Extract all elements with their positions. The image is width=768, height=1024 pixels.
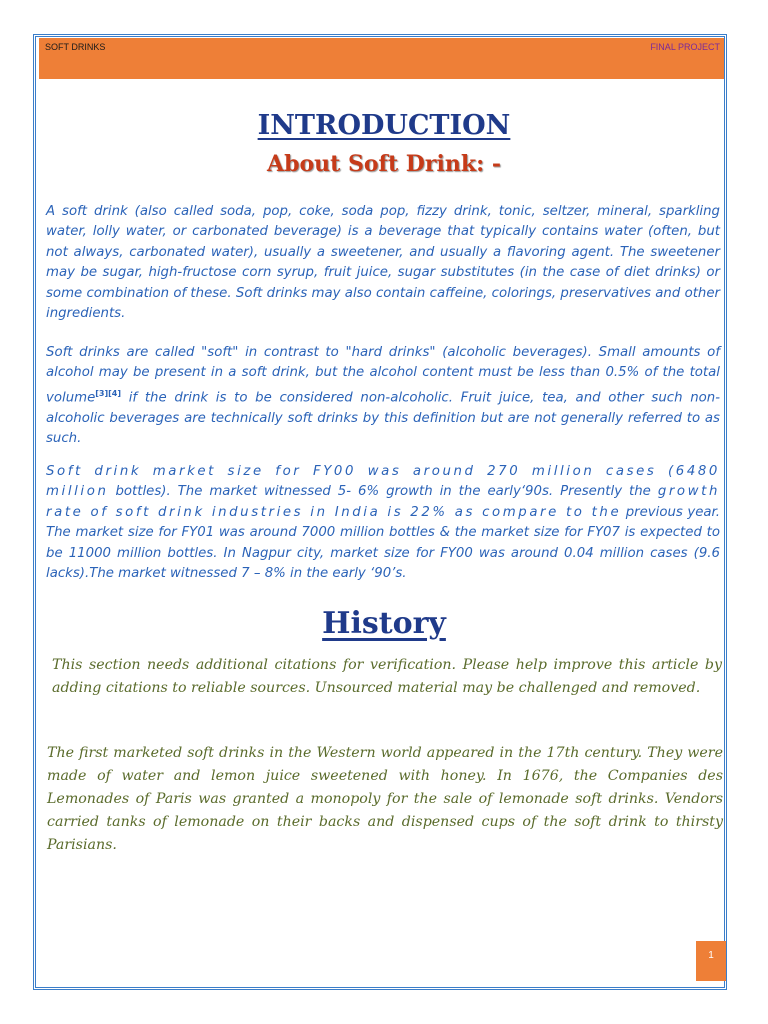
header-left-label: SOFT DRINKS (45, 42, 106, 52)
page-number: 1 (696, 941, 726, 981)
page-header (39, 38, 724, 79)
intro-paragraph-3 (46, 462, 720, 584)
page-title: INTRODUCTION (257, 110, 511, 141)
intro-p2-text-a: Soft drinks are called "soft" in contrast to "hard drinks" (alcoholic beverages). Small amounts of alcohol may be present in a soft drink, but the alcohol content must be less than 0.5% of the total volume (46, 345, 720, 406)
intro-paragraph-1: A soft drink (also called soda, pop, coke, soda pop, fizzy drink, tonic, seltzer, mineral, sparkling water, lolly water, or carbonated beverage) is a beverage that typically contains water (often, but not always, carbonated water), usually a sweetener, and usually a flavoring agent. The sweetener may be sugar, high-fructose corn syrup, fruit juice, sugar substitutes (in the case of diet drinks) or some combination of these. Soft drinks may also contain caffeine, colorings, preservatives and other ingredients. (46, 204, 720, 322)
history-paragraph: The first marketed soft drinks in the Western world appeared in the 17th century. They were made of water and lemon juice sweetened with honey. In 1676, the Companies des Lemonades of Paris was granted a monopoly for the sale of lemonade soft drinks. Vendors carried tanks of lemonade on their backs and dispensed cups of the soft drink to thirsty Parisians. (47, 745, 723, 853)
intro-p3-spaced-b: growth rate of soft drink industries in India is 22% as compare to the (46, 484, 720, 520)
history-heading: History (322, 606, 446, 641)
intro-p3-text-b: previous year. The market size for FY01 was around 7000 million bottles & the market size for FY07 is expected to be 11000 million bottles. In Nagpur city, market size for FY00 was around 0.04 million cases (9.6 lacks).The market witnessed 7 – 8% in the early ‘90’s. (46, 504, 720, 582)
intro-paragraph-2 (46, 343, 720, 449)
page-subtitle: About Soft Drink: - (267, 151, 501, 177)
intro-p2-text-b: if the drink is to be considered non-alcoholic. Fruit juice, tea, and other such non-alcoholic beverages are technically soft drinks by this definition but are not generally referred to as such. (46, 390, 720, 447)
intro-p3-spaced-a: Soft drink market size for FY00 was around 270 million cases (6480 million (46, 464, 720, 500)
header-right-label: FINAL PROJECT (650, 42, 720, 52)
citation-ref[interactable]: [3][4] (95, 388, 122, 398)
history-notice: This section needs additional citations for verification. Please help improve this article by adding citations to reliable sources. Unsourced material may be challenged and removed. (52, 657, 722, 696)
intro-p3-text-a: bottles). The market witnessed 5- 6% growth in the early‘90s. Presently the (108, 484, 658, 500)
